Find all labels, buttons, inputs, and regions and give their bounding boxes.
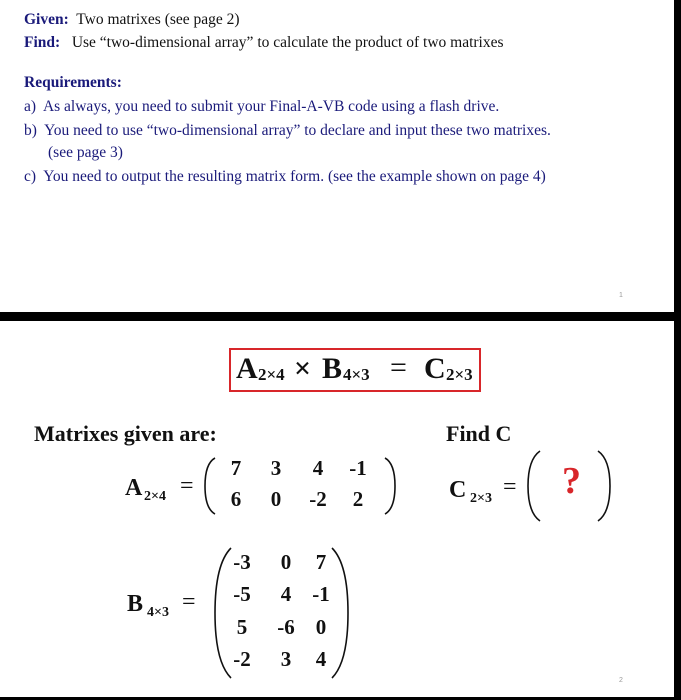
requirement-marker: b) xyxy=(24,122,37,139)
requirement-b xyxy=(24,122,551,140)
matrix-a-cell: 4 xyxy=(312,456,324,480)
matrix-a-eq: = xyxy=(180,473,194,499)
given-text: Two matrixes (see page 2) xyxy=(76,11,240,28)
matrix-c-right-paren xyxy=(596,450,612,522)
requirements-heading: Requirements: xyxy=(24,74,122,91)
matrix-b-name: B xyxy=(127,591,144,617)
eq-a-sub: 2×4 xyxy=(258,365,285,384)
unknown-question-mark: ? xyxy=(562,460,581,502)
find-line xyxy=(24,34,504,52)
matrix-a-cell: -2 xyxy=(309,487,327,511)
requirement-b-continuation: (see page 3) xyxy=(48,144,123,161)
eq-c: C xyxy=(424,352,446,385)
find-text: Use “two-dimensional array” to calculate the product of two matrixes xyxy=(71,34,504,51)
matrix-b-cell: -5 xyxy=(233,582,251,606)
matrix-a-cell: 2 xyxy=(352,487,364,511)
given-label: Given: xyxy=(24,11,69,28)
matrix-c-eq: = xyxy=(503,474,517,500)
slide-page-1 xyxy=(0,0,674,312)
matrix-a-right-paren xyxy=(383,457,397,515)
given-line xyxy=(24,11,240,29)
matrix-b-cell: 5 xyxy=(236,615,248,639)
matrix-b-cell: -3 xyxy=(233,550,251,574)
eq-a: A xyxy=(236,352,258,385)
matrix-b-cell: 3 xyxy=(280,647,292,671)
matrices-heading: Matrixes given are: xyxy=(34,421,217,446)
matrix-a-cell: 6 xyxy=(230,487,242,511)
matrix-b-cell: -2 xyxy=(233,647,251,671)
requirement-marker: a) xyxy=(24,98,37,115)
eq-c-sub: 2×3 xyxy=(446,365,473,384)
matrix-c-name: C xyxy=(449,477,467,503)
matrix-c-sub: 2×3 xyxy=(470,491,492,506)
eq-equals: = xyxy=(390,351,407,384)
matrix-b-eq: = xyxy=(182,589,196,615)
requirement-text: You need to use “two-dimensional array” to declare and input these two matrixes. xyxy=(44,122,551,139)
matrix-b-cell: 4 xyxy=(280,582,292,606)
matrix-a-cell: 3 xyxy=(270,456,282,480)
matrix-b-sub: 4×3 xyxy=(147,605,169,620)
page-number: 1 xyxy=(619,292,623,299)
find-c-heading: Find C xyxy=(446,421,512,446)
find-label: Find: xyxy=(24,34,61,51)
slide-page-2 xyxy=(0,321,674,697)
matrix-b-cell: 4 xyxy=(315,647,327,671)
requirement-text: You need to output the resulting matrix form. (see the example shown on page 4) xyxy=(43,168,546,185)
matrix-b-cell: 0 xyxy=(280,550,292,574)
matrix-a-left-paren xyxy=(203,457,217,515)
matrix-a-sub: 2×4 xyxy=(144,489,166,504)
matrix-a-name: A xyxy=(125,475,143,501)
matrix-b-cell: 7 xyxy=(315,550,327,574)
matrix-c-left-paren xyxy=(526,450,542,522)
requirement-c xyxy=(24,168,546,186)
requirement-marker: c) xyxy=(24,168,37,185)
matrix-a-cell: 7 xyxy=(230,456,242,480)
requirement-a xyxy=(24,98,499,116)
matrix-b-cell: -1 xyxy=(312,582,330,606)
page-number: 2 xyxy=(619,677,623,684)
matrix-b-cell: 0 xyxy=(315,615,327,639)
requirement-text: As always, you need to submit your Final-A-VB code using a flash drive. xyxy=(42,98,500,115)
matrix-a-cell: 0 xyxy=(270,487,282,511)
eq-b-sub: 4×3 xyxy=(343,365,370,384)
eq-times: × xyxy=(294,352,312,385)
matrix-a-cell: -1 xyxy=(349,456,367,480)
eq-b: B xyxy=(322,352,343,385)
matrix-b-cell: -6 xyxy=(277,615,295,639)
